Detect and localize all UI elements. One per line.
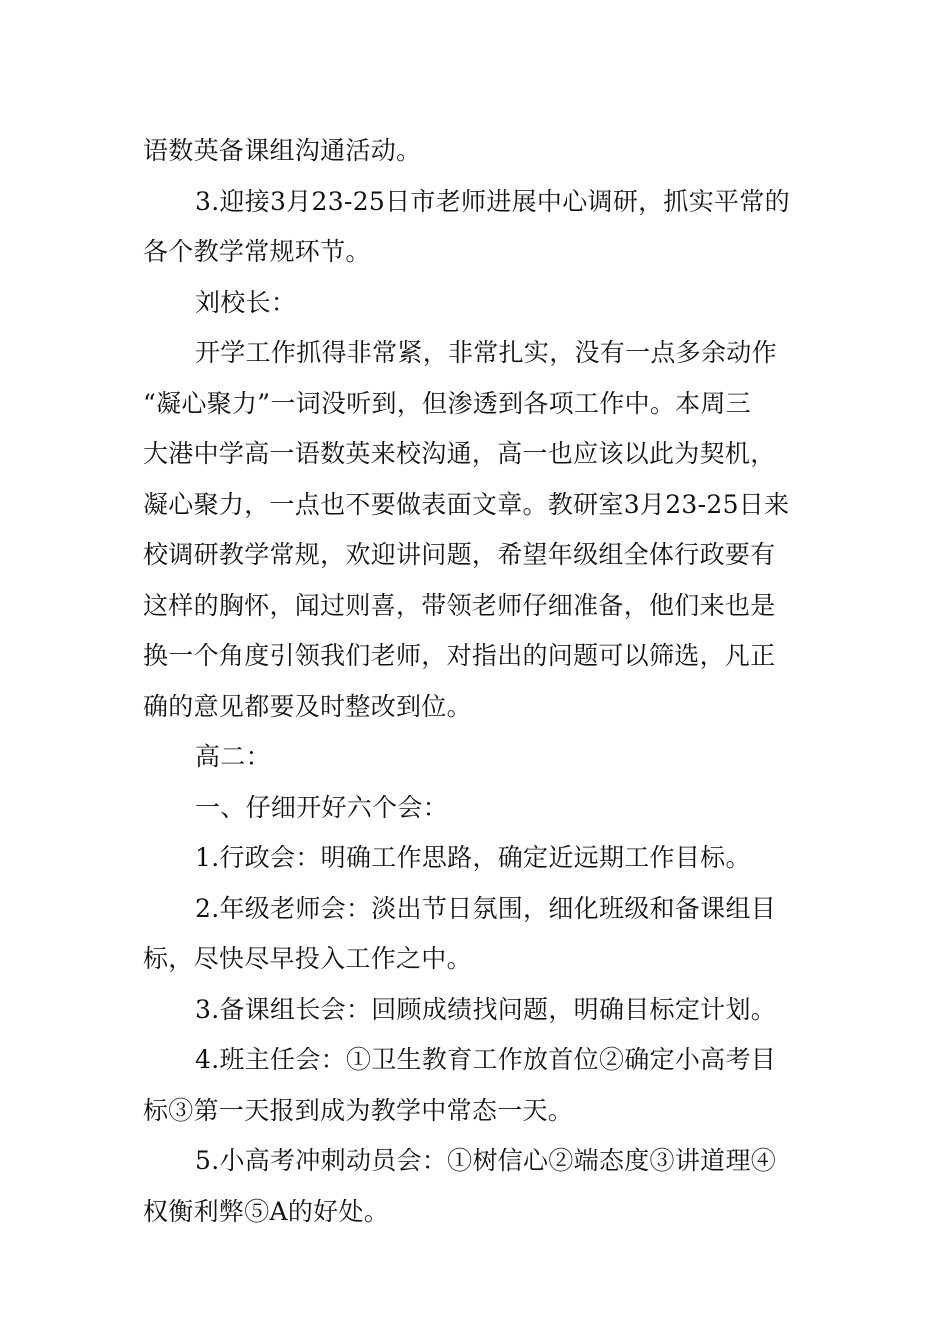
subsection-heading: 一、仔细开好六个会：	[195, 792, 449, 822]
text-line: 校调研教学常规，欢迎讲问题，希望年级组全体行政要有	[143, 540, 776, 569]
list-item: 4.班主任会：①卫生教育工作放首位②确定小高考目	[195, 1045, 777, 1074]
list-item: 1.行政会：明确工作思路，确定近远期工作目标。	[195, 843, 751, 872]
list-item: 3.备课组长会：回顾成绩找问题，明确目标定计划。	[195, 994, 777, 1024]
text-line: 确的意见都要及时整改到位。	[143, 691, 472, 721]
section-heading: 高二：	[195, 742, 271, 771]
text-line: 标③第一天报到成为教学中常态一天。	[143, 1095, 574, 1125]
text-line: 3.迎接3月23-25日市老师进展中心调研，抓实平常的	[195, 186, 790, 216]
list-item: 2.年级老师会：淡出节日氛围，细化班级和备课组目	[195, 893, 777, 923]
text-line: 各个教学常规环节。	[143, 237, 371, 266]
text-line: 换一个角度引领我们老师，对指出的问题可以筛选，凡正	[143, 641, 776, 670]
text-line: 标，尽快尽早投入工作之中。	[143, 944, 472, 973]
text-line: 这样的胸怀，闻过则喜，带领老师仔细准备，他们来也是	[143, 590, 776, 620]
document-body	[143, 126, 813, 1237]
speaker-heading: 刘校长：	[195, 287, 297, 317]
text-line: “凝心聚力”一词没听到，但渗透到各项工作中。本周三	[143, 388, 752, 418]
text-line: 大港中学高一语数英来校沟通，高一也应该以此为契机，	[143, 439, 776, 468]
text-line: 权衡利弊⑤A的好处。	[143, 1196, 390, 1226]
text-line: 开学工作抓得非常紧，非常扎实，没有一点多余动作	[195, 338, 777, 367]
text-line: 凝心聚力，一点也不要做表面文章。教研室3月23-25日来	[143, 489, 790, 519]
text-line: 语数英备课组沟通活动。	[143, 136, 422, 165]
list-item: 5.小高考冲刺动员会：①树信心②端态度③讲道理④	[195, 1146, 777, 1175]
